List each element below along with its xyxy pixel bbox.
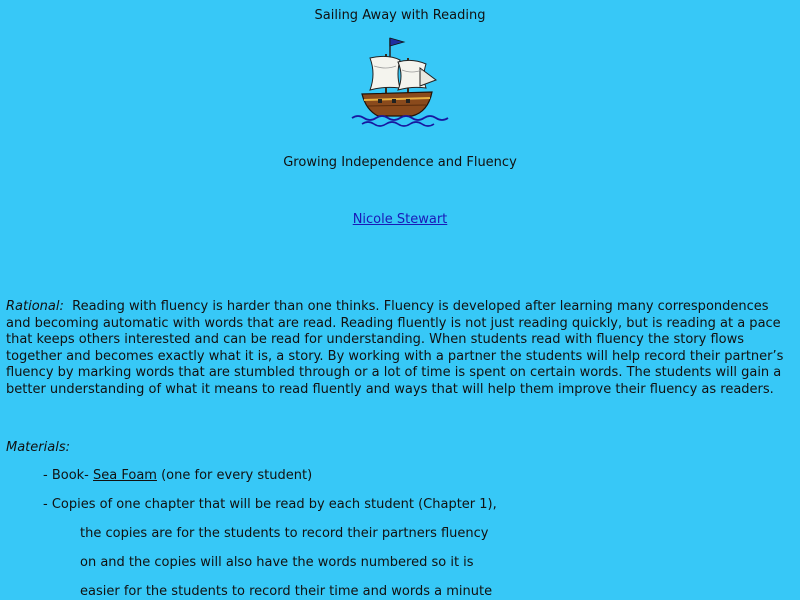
- rationale-label: Rational:: [6, 299, 64, 314]
- materials-item-book-prefix: - Book-: [43, 468, 89, 483]
- materials-item-copies: - Copies of one chapter that will be read by each student (Chapter 1),: [43, 497, 497, 512]
- materials-item-book-suffix: (one for every student): [161, 468, 313, 483]
- book-title-link[interactable]: Sea Foam: [93, 468, 157, 483]
- rationale-text: Reading with fluency is harder than one thinks. Fluency is developed after learning many correspondences and becoming automatic with words that are read. Reading fluently is not just reading quickly, but is reading at a pace that keeps others interested and can be read for understanding. When students read with fluency the story flows together and becomes exactly what it is, a story. By working with a partner the students will help record their partner’s fluency by marking words that are stumbled through or a lot of time is spent on certain words. The students will gain a better understanding of what it means to read fluently and ways that will help them improve their fluency as readers.: [6, 299, 784, 397]
- author-link[interactable]: Nicole Stewart: [352, 212, 448, 227]
- page-subtitle: Growing Independence and Fluency: [283, 155, 517, 170]
- materials-item-copies-line3: on and the copies will also have the words numbered so it is: [80, 555, 474, 570]
- materials-item-copies-line2: the copies are for the students to record their partners fluency: [80, 526, 489, 541]
- materials-item-book: [43, 468, 312, 483]
- materials-item-copies-line4: easier for the students to record their time and words a minute: [80, 584, 493, 599]
- author-name: [0, 212, 800, 227]
- sailing-ship-icon: [348, 36, 452, 128]
- materials-label: Materials:: [6, 440, 70, 455]
- page-title: Sailing Away with Reading: [314, 8, 486, 23]
- rationale-paragraph: [6, 299, 796, 398]
